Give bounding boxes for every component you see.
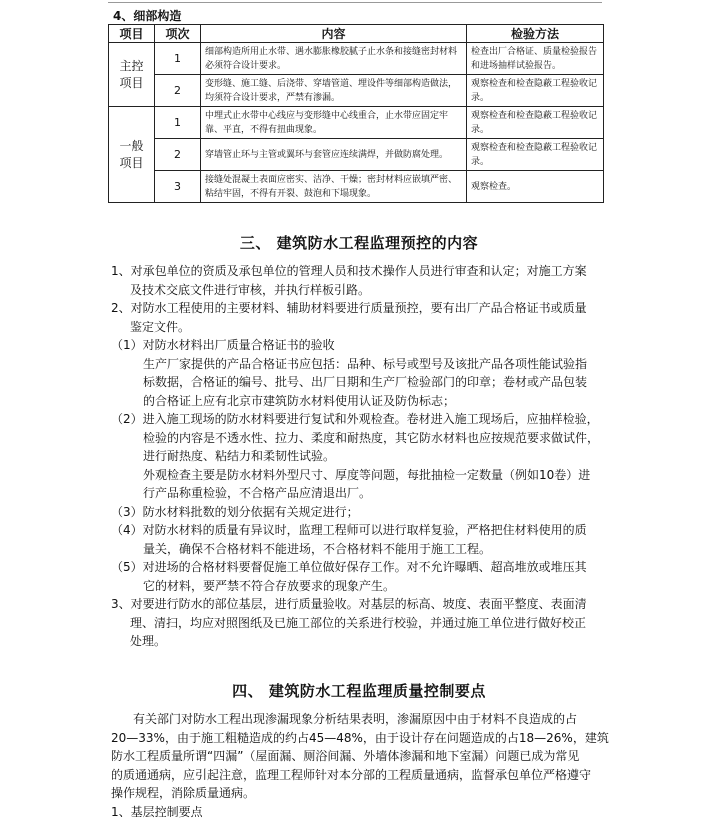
paragraph-line: 有关部门对防水工程出现渗漏现象分析结果表明，渗漏原因中由于材料不良造成的占 — [133, 712, 578, 726]
table-method-cell: 检查出厂合格证、质量检验报告和进场抽样试验报告。 — [467, 43, 604, 75]
paragraph-line: 检验的内容是不透水性、拉力、柔度和耐热度，其它防水材料也应按规范要求做试件， — [143, 430, 600, 445]
table-index-cell: 1 — [155, 43, 201, 75]
paragraph-line: 标数据，合格证的编号、批号、出厂日期和生产厂检验部门的印章；卷材或产品包装 — [143, 375, 588, 389]
section-4-title: 4、细部构造 — [113, 9, 182, 23]
table-row — [109, 171, 604, 203]
paragraph-line: 外观检查主要是防水材料外型尺寸、厚度等问题，每批抽检一定数量（例如10卷）进 — [143, 467, 591, 482]
table-category-cell: 一般 项目 — [109, 107, 155, 203]
table-method-cell: 观察检查和检查隐蔽工程验收记录。 — [467, 107, 604, 139]
paragraph-line: 1、基层控制要点 — [111, 804, 203, 819]
table-row — [109, 43, 604, 75]
table-index-cell: 2 — [155, 75, 201, 107]
table-content-cell: 变形缝、施工缝、后浇带、穿墙管道、埋设件等细部构造做法，均须符合设计要求，严禁有渗漏。 — [201, 75, 467, 107]
paragraph-line: 进行耐热度、粘结力和柔韧性试验。 — [143, 449, 336, 463]
header-method: 检验方法 — [467, 25, 604, 43]
paragraph-line: （2）进入施工现场的防水材料要进行复试和外观检查。卷材进入施工现场后，应抽样检验， — [111, 412, 599, 426]
table-header-row — [109, 25, 604, 43]
heading-3: 三、 建筑防水工程监理预控的内容 — [239, 234, 479, 252]
paragraph-line: 3、对要进行防水的部位基层，进行质量验收。对基层的标高、坡度、表面平整度、表面清 — [111, 597, 587, 611]
paragraph-line: 处理。 — [130, 634, 167, 648]
header-content: 内容 — [201, 25, 467, 43]
paragraph-line: （4）对防水材料的质量有异议时，监理工程师可以进行取样复验，严格把住材料使用的质 — [111, 523, 587, 537]
paragraph-line: 防水工程质量所谓“四漏”（屋面漏、厕浴间漏、外墙体渗漏和地下室漏）问题已成为常见 — [111, 749, 580, 763]
paragraph-line: 2、对防水工程使用的主要材料、辅助材料要进行质量预控，要有出厂产品合格证书或质量 — [111, 301, 587, 315]
paragraph-line: 及技术交底文件进行审核，并执行样板引路。 — [130, 282, 371, 297]
table-content-cell: 穿墙管止环与主管或翼环与套管应连续满焊，并做防腐处理。 — [201, 139, 467, 171]
paragraph-line: 生产厂家提供的产品合格证书应包括：品种、标号或型号及该批产品各项性能试验指 — [143, 356, 588, 371]
table-index-cell: 3 — [155, 171, 201, 203]
header-item: 项目 — [109, 25, 155, 43]
paragraph-line: 1、对承包单位的资质及承包单位的管理人员和技术操作人员进行审查和认定；对施工方案 — [111, 264, 587, 278]
table-index-cell: 2 — [155, 139, 201, 171]
table-method-cell: 观察检查。 — [467, 171, 604, 203]
paragraph-line: （5）对进场的合格材料要督促施工单位做好保存工作。对不允许曝晒、超高堆放或堆压其 — [111, 560, 587, 574]
table-content-cell: 中埋式止水带中心线应与变形缝中心线重合，止水带应固定牢靠、平直，不得有扭曲现象。 — [201, 107, 467, 139]
paragraph-line: 的质通通病，应引起注意，监理工程师针对本分部的工程质量通病，监督承包单位严格遵守 — [111, 767, 592, 782]
top-rule — [108, 2, 602, 3]
paragraph-line: 它的材料，要严禁不符合存放要求的现象产生。 — [143, 578, 396, 593]
table-row — [109, 75, 604, 107]
paragraph-line: 的合格证上应有北京市建筑防水材料使用认证及防伪标志； — [143, 393, 456, 408]
paragraph-line: 操作规程，消除质量通病。 — [111, 786, 256, 800]
table-row — [109, 139, 604, 171]
heading-4: 四、 建筑防水工程监理质量控制要点 — [232, 682, 486, 700]
table-index-cell: 1 — [155, 107, 201, 139]
table-method-cell: 观察检查和检查隐蔽工程验收记录。 — [467, 139, 604, 171]
paragraph-line: 量关，确保不合格材料不能进场，不合格材料不能用于施工工程。 — [143, 541, 492, 556]
paragraph-line: 20—33%，由于施工粗糙造成的约占45—48%，由于设计存在问题造成的占18—26%，建筑 — [111, 730, 609, 745]
table-method-cell: 观察检查和检查隐蔽工程验收记录。 — [467, 75, 604, 107]
paragraph-line: 鉴定文件。 — [130, 319, 191, 334]
paragraph-line: 行产品称重检验，不合格产品应清退出厂。 — [143, 486, 372, 500]
paragraph-line: （3）防水材料批数的划分依据有关规定进行； — [111, 504, 359, 519]
header-index: 项次 — [155, 25, 201, 43]
table-category-cell: 主控 项目 — [109, 43, 155, 107]
paragraph-line: （1）对防水材料出厂质量合格证书的验收 — [111, 338, 335, 352]
paragraph-line: 理、清扫，均应对照图纸及已施工部位的关系进行校验，并通过施工单位进行做好校正 — [130, 615, 587, 630]
table-row — [109, 107, 604, 139]
inspection-table — [108, 24, 604, 203]
table-content-cell: 接缝处混凝土表面应密实、洁净、干燥；密封材料应嵌填严密、粘结牢固，不得有开裂、鼓泡和下塌现象。 — [201, 171, 467, 203]
table-content-cell: 细部构造所用止水带、遇水膨胀橡胶腻子止水条和接缝密封材料必须符合设计要求。 — [201, 43, 467, 75]
